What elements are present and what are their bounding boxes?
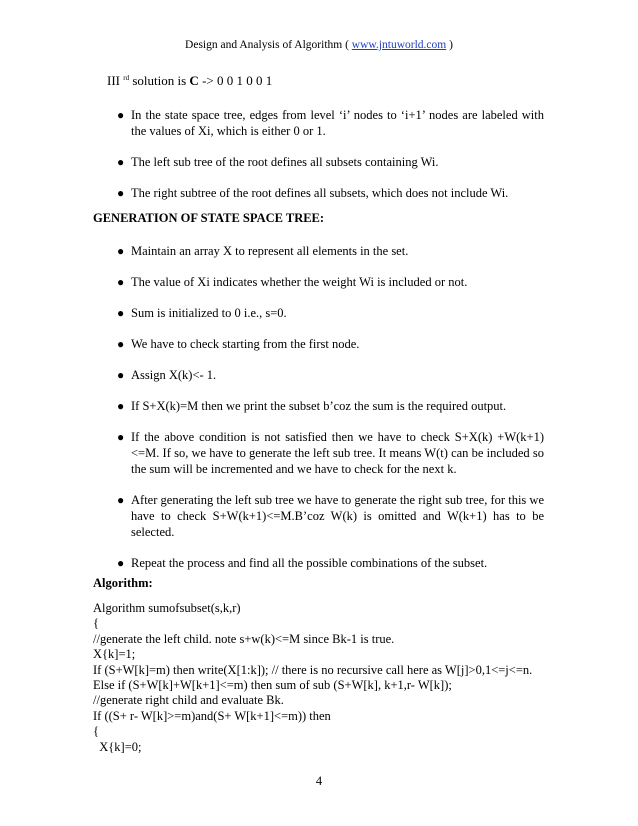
list-item-text: After generating the left sub tree we have to generate the right sub tree, for this we have to check S+W(k+1)<=M.B’coz W(k) is omitted and W(k+1) has to be selected.: [131, 493, 544, 539]
list-item-text: Maintain an array X to represent all elements in the set.: [131, 244, 409, 258]
bullet-list-tree: [0, 107, 638, 216]
list-item: [0, 305, 544, 321]
code-line: {: [93, 616, 99, 631]
bullet-icon: ●: [117, 493, 125, 507]
code-line: If (S+W[k]=m) then write(X[1:k]); // there is no recursive call here as W[j]>0,1<=j<=n.: [93, 662, 533, 677]
list-item-text: The value of Xi indicates whether the weight Wi is included or not.: [131, 275, 468, 289]
algorithm-code: [93, 601, 553, 755]
solution-rest: -> 0 0 1 0 0 1: [198, 73, 273, 88]
bullet-icon: ●: [117, 108, 125, 122]
code-line: //generate the left child. note s+w(k)<=M since Bk-1 is true.: [93, 631, 395, 646]
list-item-text: The left sub tree of the root defines all subsets containing Wi.: [131, 155, 439, 169]
list-item-text: In the state space tree, edges from level ‘i’ nodes to ‘i+1’ nodes are labeled with the values of Xi, which is either 0 or 1.: [131, 108, 544, 138]
bullet-icon: ●: [117, 275, 125, 289]
bullet-icon: ●: [117, 556, 125, 570]
code-line: Algorithm sumofsubset(s,k,r): [93, 601, 241, 615]
code-line: Else if (S+W[k]+W[k+1]<=m) then sum of sub (S+W[k], k+1,r- W[k]);: [93, 678, 452, 693]
list-item: [0, 243, 544, 259]
list-item: [0, 367, 544, 383]
bullet-icon: ●: [117, 244, 125, 258]
code-line: X{k]=1;: [93, 647, 136, 662]
list-item: [0, 555, 544, 571]
page-number: 4: [315, 774, 323, 788]
bullet-icon: ●: [117, 399, 125, 413]
code-line: {: [93, 724, 99, 739]
header-prefix: Design and Analysis of Algorithm (: [185, 39, 352, 51]
code-line: //generate right child and evaluate Bk.: [93, 693, 284, 708]
header-suffix: ): [446, 39, 453, 51]
section-heading-algorithm: Algorithm:: [93, 576, 153, 590]
bullet-icon: ●: [117, 368, 125, 382]
list-item-text: Assign X(k)<- 1.: [131, 368, 217, 382]
list-item: [0, 398, 544, 414]
code-line: If ((S+ r- W[k]>=m)and(S+ W[k+1]<=m)) then: [93, 708, 331, 723]
bullet-icon: ●: [117, 306, 125, 320]
bullet-icon: ●: [117, 337, 125, 351]
list-item: [0, 492, 544, 540]
list-item-text: If S+X(k)=M then we print the subset b’coz the sum is the required output.: [131, 399, 507, 413]
list-item-text: We have to check starting from the first node.: [131, 337, 360, 351]
page-header: [0, 39, 638, 51]
bullet-list-generation: [0, 243, 638, 586]
list-item: [0, 429, 544, 477]
code-line: X{k]=0;: [93, 739, 142, 754]
list-item: [0, 274, 544, 290]
section-heading-generation: GENERATION OF STATE SPACE TREE:: [93, 211, 325, 225]
list-item: [0, 336, 544, 352]
list-item: [0, 154, 544, 170]
solution-line: [107, 73, 272, 89]
solution-text: solution is: [129, 73, 190, 88]
bullet-icon: ●: [117, 155, 125, 169]
solution-roman: III: [107, 73, 120, 88]
list-item-text: Repeat the process and find all the possible combinations of the subset.: [131, 556, 488, 570]
solution-superscript: rd: [123, 74, 130, 82]
list-item-text: The right subtree of the root defines all subsets, which does not include Wi.: [131, 186, 509, 200]
list-item-text: If the above condition is not satisfied then we have to check S+X(k) +W(k+1)<=M. If so, we have to generate the left sub tree. It means W(t) can be included so the sum will be incremented and we have to check for the next k.: [131, 430, 544, 476]
bullet-icon: ●: [117, 430, 125, 444]
list-item-text: Sum is initialized to 0 i.e., s=0.: [131, 306, 287, 320]
header-link[interactable]: www.jntuworld.com: [351, 39, 447, 51]
solution-bold: C: [189, 73, 199, 88]
list-item: [0, 107, 544, 139]
list-item: [0, 185, 544, 201]
bullet-icon: ●: [117, 186, 125, 200]
